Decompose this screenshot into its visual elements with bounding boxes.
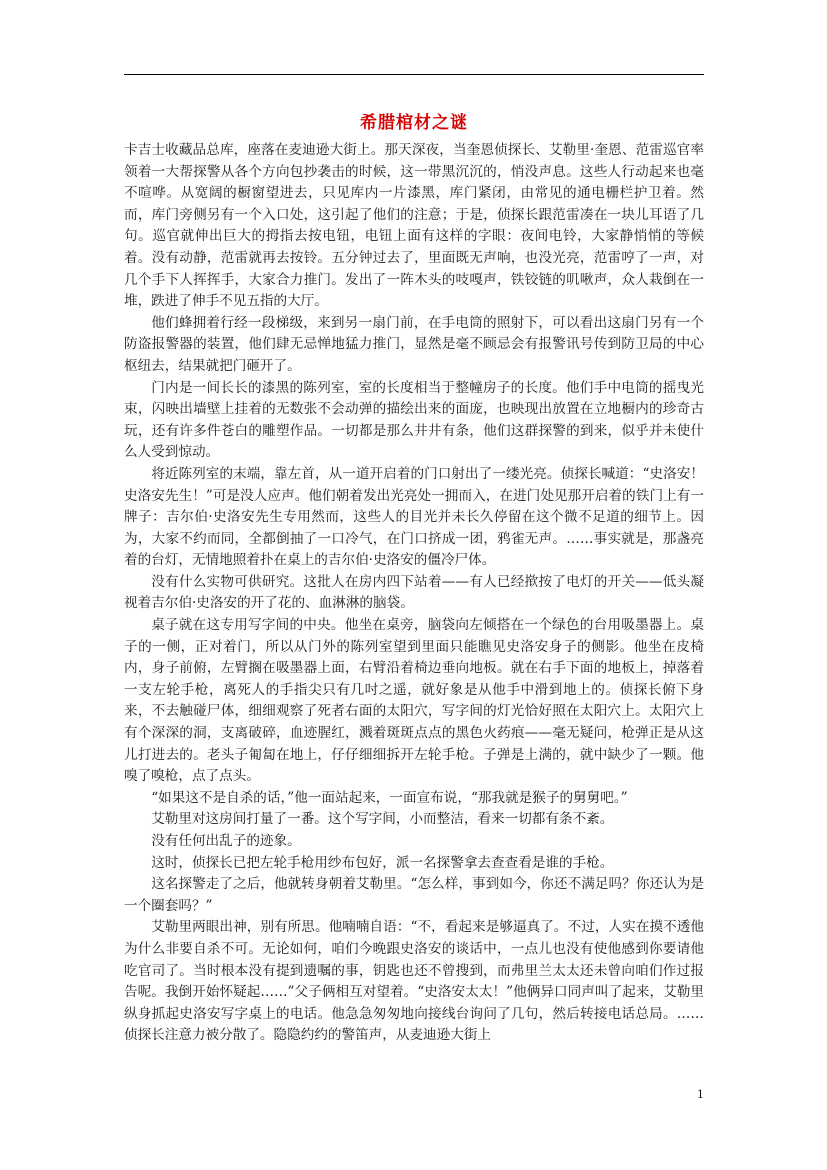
paragraph-11: 这名探警走了之后，他就转身朝着艾勒里。“怎么样，事到如今，你还不满足吗？你还认为是一个圈套吗？” [124,876,704,914]
page-number: 1 [697,1088,704,1101]
paragraph-12: 艾勒里两眼出神，别有所思。他喃喃自语：“不，看起来是够逼真了。不过，人实在摸不透他为什么非要自杀不可。无论如何，咱们今晚跟史洛安的谈话中，一点儿也没有使他感到你要请他吃官司了。当时根本没有提到遗嘱的事，钥匙也还不曾搜到，而弗里兰太太还未曾向咱们作过报告呢。我倒开始怀疑起……”父子俩相互对望着。“史洛安太太！”他俩异口同声叫了起来，艾勒里纵身抓起史洛安写字桌上的电话。他急急匆匆地向接线台询问了几句，然后转接电话总局。……侦探长注意力被分散了。隐隐约约的警笛声，从麦迪逊大街上 [124,919,704,1044]
paragraph-3: 门内是一间长长的漆黑的陈列室，室的长度相当于整幢房子的长度。他们手中电筒的摇曳光束，闪映出墙壁上挂着的无数张不会动弹的描绘出来的面庞，也映现出放置在立地橱内的珍奇古玩，还有许多件苍白的雕塑作品。一切都是那么井井有条，他们这群探警的到来，似乎并未使什么人受到惊动。 [124,379,704,461]
paragraph-10: 这时，侦探长已把左轮手枪用纱布包好，派一名探警拿去查查看是谁的手枪。 [151,854,614,871]
paragraph-7: “如果这不是自杀的话，”他一面站起来，一面宣布说，“那我就是猴子的舅舅吧。” [151,789,628,806]
paragraph-4: 将近陈列室的末端，靠左首，从一道开启着的门口射出了一缕光亮。侦探长喊道：“史洛安！史洛安先生！”可是没人应声。他们朝着发出光亮处一拥而入，在进门处见那开启着的铁门上有一牌子：吉尔伯·史洛安先生专用然而，这些人的目光并未长久停留在这个微不足道的细节上。因为，大家不约而同，全都倒抽了一口冷气，在门口挤成一团，鸦雀无声。……事实就是，那盏亮着的台灯，无情地照着扑在桌上的吉尔伯·史洛安的僵冷尸体。 [124,465,704,569]
paragraph-2: 他们蜂拥着行经一段梯级，来到另一扇门前，在手电筒的照射下，可以看出这扇门另有一个防盗报警器的装置，他们肆无忌惮地猛力推门，显然是毫不顾忌会有报警讯号传到防卫局的中心枢纽去，结果就把门砸开了。 [124,314,704,374]
paragraph-9: 没有任何出乱子的迹象。 [151,833,301,849]
paragraph-8: 艾勒里对这房间打量了一番。这个写字间，小而整洁，看来一切都有条不紊。 [151,811,614,828]
document-title: 希腊棺材之谜 [360,113,468,133]
paragraph-6: 桌子就在这专用写字间的中央。他坐在桌旁，脑袋向左倾搭在一个绿色的台用吸墨器上。桌子的一侧，正对着门，所以从门外的陈列室望到里面只能瞧见史洛安身子的侧影。他坐在皮椅内，身子前俯，左臂搁在吸墨器上面，右臂沿着椅边垂向地板。就在右手下面的地板上，掉落着一支左轮手枪，离死人的手指尖只有几吋之遥，就好象是从他手中滑到地上的。侦探长俯下身来，不去触碰尸体，细细观察了死者右面的太阳穴，写字间的灯光恰好照在太阳穴上。太阳穴上有个深深的洞，支离破碎，血迹腥红，溅着斑斑点点的黑色火药痕——毫无疑问，枪弹正是从这儿打进去的。老头子匍匐在地上，仔仔细细拆开左轮手枪。子弹是上满的，就中缺少了一颗。他嗅了嗅枪，点了点头。 [124,617,704,785]
paragraph-5: 没有什么实物可供研究。这批人在房内四下站着——有人已经揿按了电灯的开关——低头凝视着吉尔伯·史洛安的开了花的、血淋淋的脑袋。 [124,573,704,612]
paragraph-1: 卡吉士收藏品总库，座落在麦迪逊大街上。那天深夜，当奎恩侦探长、艾勒里·奎恩、范雷巡官率领着一大帮探警从各个方向包抄袭击的时候，这一带黑沉沉的，悄没声息。这些人行动起来也毫不喧哗。从宽阔的橱窗望进去，只见库内一片漆黑，库门紧闭，由常见的通电栅栏护卫着。然而，库门旁侧另有一个入口处，这引起了他们的注意；于是，侦探长跟范雷凑在一块儿耳语了几句。巡官就伸出巨大的拇指去按电钮，电钮上面有这样的字眼：夜间电铃，大家静悄悄的等候着。没有动静，范雷就再去按铃。五分钟过去了，里面既无声响，也没光亮，范雷哼了一声，对几个手下人挥挥手，大家合力推门。发出了一阵木头的吱嘎声，铁铰链的叽啾声，众人栽倒在一堆，跌进了伸手不见五指的大厅。 [124,142,704,310]
header-rule [124,74,704,75]
document-body [124,140,704,1047]
